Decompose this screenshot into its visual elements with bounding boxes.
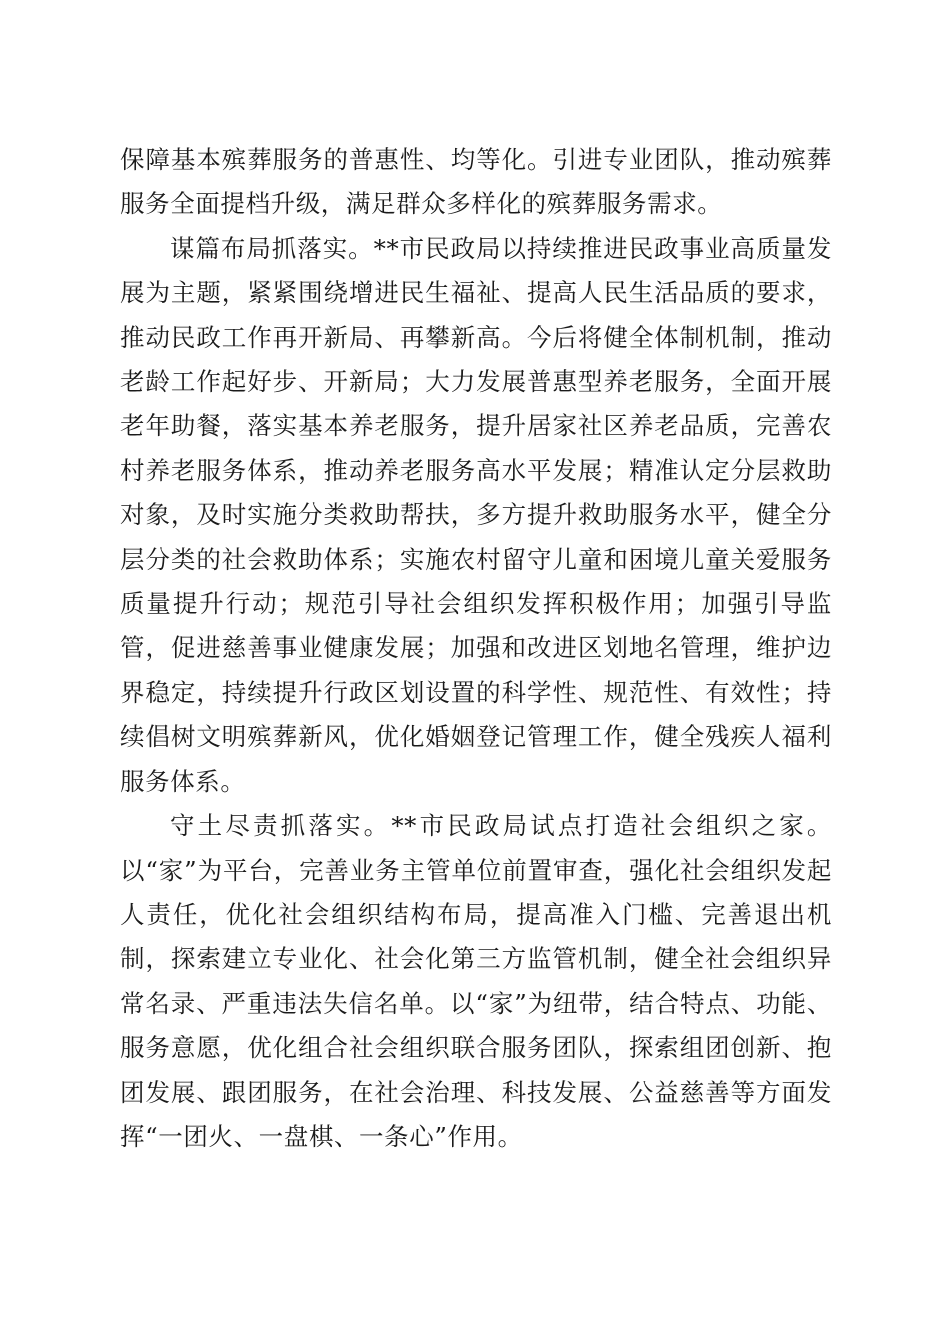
- document-body: [120, 138, 832, 1159]
- paragraph-continuation: 保障基本殡葬服务的普惠性、均等化。引进专业团队，推动殡葬服务全面提档升级，满足群众多样化的殡葬服务需求。: [120, 145, 832, 219]
- paragraph-planning-layout: 谋篇布局抓落实。**市民政局以持续推进民政事业高质量发展为主题，紧紧围绕增进民生福祉、提高人民生活品质的要求，推动民政工作再开新局、再攀新高。今后将健全体制机制，推动老龄工作起好步、开新局；大力发展普惠型养老服务，全面开展老年助餐，落实基本养老服务，提升居家社区养老品质，完善农村养老服务体系，推动养老服务高水平发展；精准认定分层救助对象，及时实施分类救助帮扶，多方提升救助服务水平，健全分层分类的社会救助体系；实施农村留守儿童和困境儿童关爱服务质量提升行动；规范引导社会组织发挥积极作用；加强引导监管，促进慈善事业健康发展；加强和改进区划地名管理，维护边界稳定，持续提升行政区划设置的科学性、规范性、有效性；持续倡树文明殡葬新风，优化婚姻登记管理工作，健全残疾人福利服务体系。: [120, 233, 832, 796]
- paragraph-duty-responsibility: 守土尽责抓落实。**市民政局试点打造社会组织之家。以“家”为平台，完善业务主管单位前置审查，强化社会组织发起人责任，优化社会组织结构布局，提高准入门槛、完善退出机制，探索建立专业化、社会化第三方监管机制，健全社会组织异常名录、严重违法失信名单。以“家”为纽带，结合特点、功能、服务意愿，优化组合社会组织联合服务团队，探索组团创新、抱团发展、跟团服务，在社会治理、科技发展、公益慈善等方面发挥“一团火、一盘棋、一条心”作用。: [120, 811, 832, 1151]
